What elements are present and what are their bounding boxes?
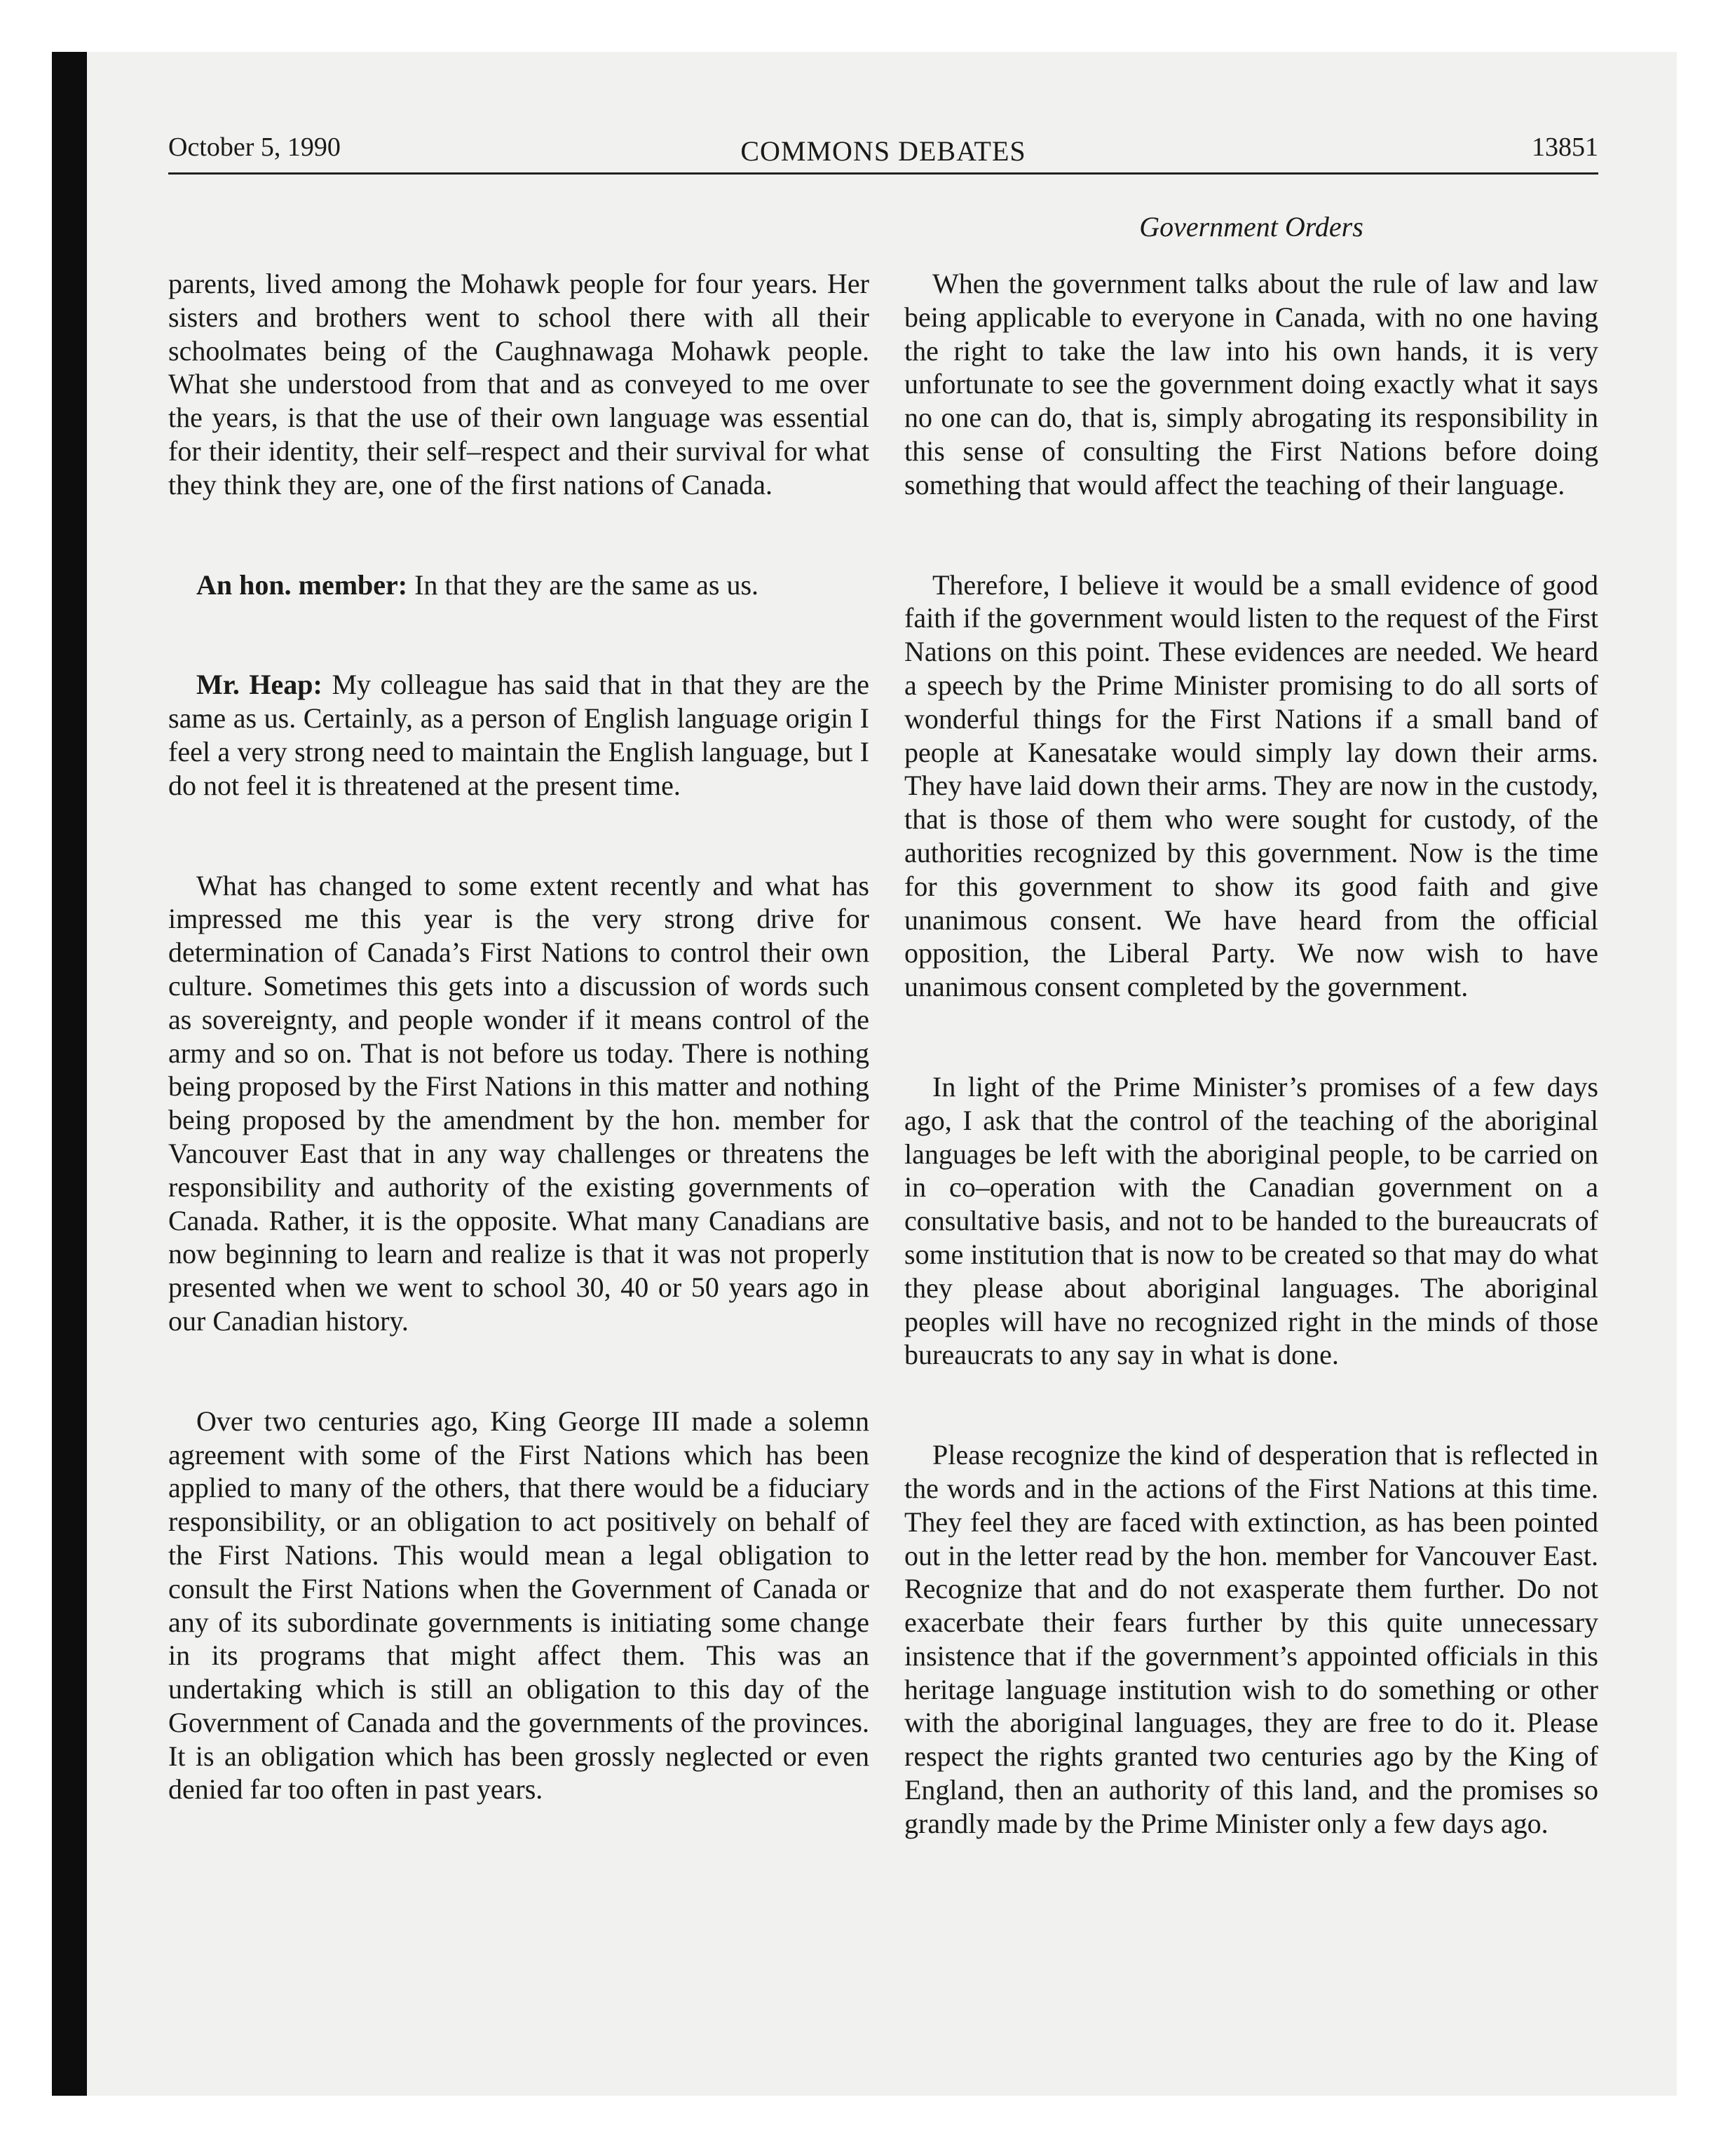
- paragraph: Please recognize the kind of desperation that is reflected in the words and in the actions of the First Nations at this time. They feel they are faced with extinction, as has been pointed out in the letter read by the hon. member for Vancouver East. Recognize that and do not exasperate them further. Do not exacerbate their fears further by this quite unnecessary insistence that if the government’s appointed officials in this heritage language institution wish to do something or other with the aboriginal languages, they are free to do it. Please respect the rights granted two centuries ago by the King of England, then an authority of this land, and the promises so grandly made by the Prime Minister only a few days ago.: [904, 1439, 1598, 1839]
- speech-text: My colleague has said that in that they are the same as us. Certainly, as a person of English language origin I feel a very strong need to maintain the English language, but I do not feel it is threatened at the present time.: [168, 669, 869, 801]
- paragraph: [168, 568, 869, 602]
- header-rule: [168, 172, 1598, 175]
- paragraph: Over two centuries ago, King George III made a solemn agreement with some of the First Nations which has been applied to many of the others, that there would be a fiduciary responsibility, or an obligation to act positively on behalf of the First Nations. This would mean a legal obligation to consult the First Nations when the Government of Canada or any of its subordinate governments is initiating some change in its programs that might affect them. This was an undertaking which is still an obligation to this day of the Government of Canada and the governments of the provinces. It is an obligation which has been grossly neglected or even denied far too often in past years.: [168, 1405, 869, 1806]
- header-title: COMMONS DEBATES: [740, 135, 1026, 167]
- paragraph: When the government talks about the rule of law and law being applicable to everyone in Canada, with no one having the right to take the law into his own hands, it is very unfortunate to see the government doing exactly what it says no one can do, that is, simply abrogating its responsibility in this sense of consulting the First Nations before doing something that would affect the teaching of their language.: [904, 268, 1598, 500]
- left-column: [168, 267, 869, 1806]
- paragraph: parents, lived among the Mohawk people for four years. Her sisters and brothers went to school there with all their schoolmates being of the Caughnawaga Mohawk people. What she understood from that and as conveyed to me over the years, is that the use of their own language was essential for their identity, their self–respect and their survival for what they think they are, one of the first nations of Canada.: [168, 268, 869, 500]
- header-date: October 5, 1990: [168, 132, 341, 162]
- right-column: [904, 267, 1598, 1841]
- paragraph: [168, 668, 869, 802]
- section-heading: Government Orders: [1139, 211, 1363, 243]
- paragraph: Therefore, I believe it would be a small evidence of good faith if the government would listen to the request of the First Nations on this point. These evidences are needed. We heard a speech by the Prime Minister promising to do all sorts of wonderful things for the First Nations if a small band of people at Kanesatake would simply lay down their arms. They have laid down their arms. They are now in the custody, that is those of them who were sought for custody, of the authorities recognized by this government. Now is the time for this government to show its good faith and give unanimous consent. We have heard from the official opposition, the Liberal Party. We now wish to have unanimous consent completed by the government.: [904, 568, 1598, 1003]
- speaker-name: An hon. member:: [196, 568, 408, 601]
- paragraph: What has changed to some extent recently and what has impressed me this year is the very strong drive for determination of Canada’s First Nations to control their own culture. Sometimes this gets into a discussion of words such as sovereignty, and people wonder if it means control of the army and so on. That is not before us today. There is nothing being proposed by the First Nations in this matter and nothing being proposed by the amendment by the hon. member for Vancouver East that in any way challenges or threatens the responsibility and authority of the existing governments of Canada. Rather, it is the opposite. What many Canadians are now beginning to learn and realize is that it was not properly presented when we went to school 30, 40 or 50 years ago in our Canadian history.: [168, 869, 869, 1337]
- paragraph: In light of the Prime Minister’s promises of a few days ago, I ask that the control of the teaching of the aboriginal languages be left with the aboriginal people, to be carried on in co–operation with the Canadian government on a consultative basis, and not to be handed to the bureaucrats of some institution that is now to be created so that may do what they please about aboriginal languages. The aboriginal peoples will have no recognized right in the minds of those bureaucrats to any say in what is done.: [904, 1070, 1598, 1371]
- speech-text: In that they are the same as us.: [407, 568, 759, 601]
- binding-edge: [52, 52, 87, 2096]
- speaker-name: Mr. Heap:: [196, 669, 322, 701]
- header-page-number: 13851: [1532, 132, 1598, 162]
- page-header: [168, 132, 1598, 170]
